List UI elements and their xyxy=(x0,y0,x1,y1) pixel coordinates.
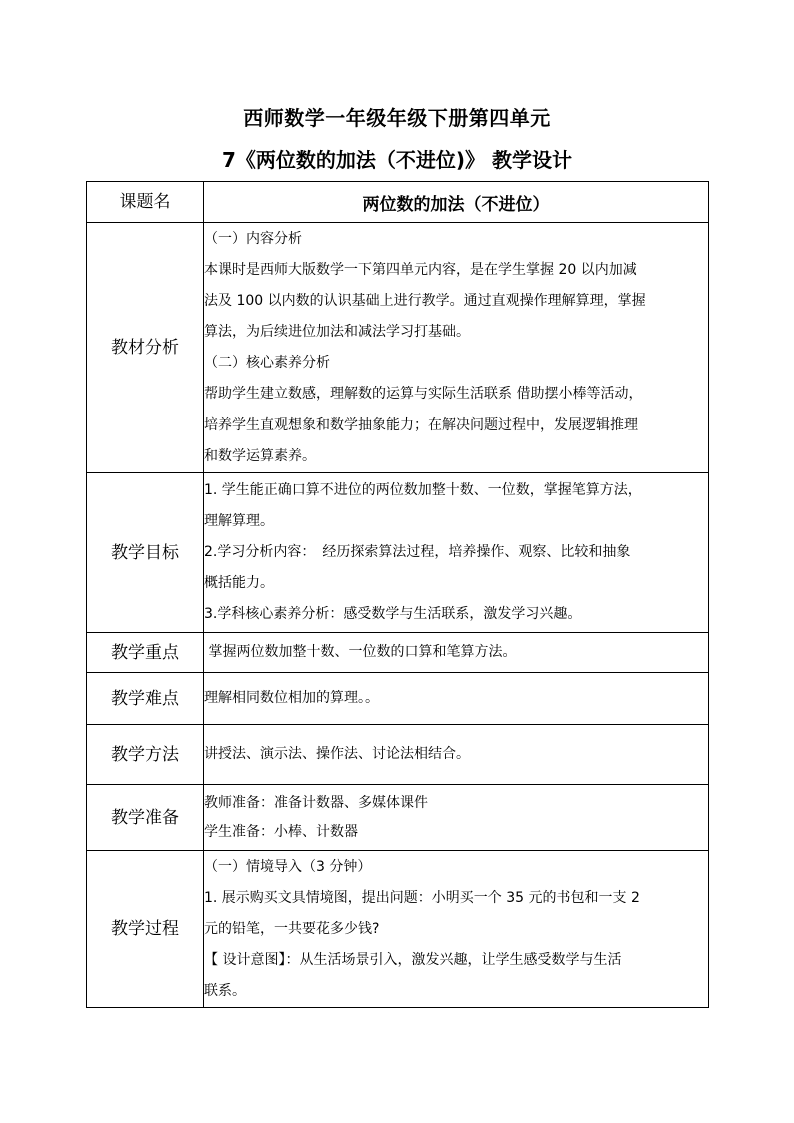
header-label: 课题名 xyxy=(87,182,204,223)
table-row-header xyxy=(87,182,709,223)
content-line: 本课时是西师大版数学一下第四单元内容，是在学生掌握 20 以内加减 xyxy=(204,261,637,278)
document-subtitle: 7《两位数的加法（不进位)》 教学设计 xyxy=(221,148,573,172)
row-content-key-points xyxy=(204,633,709,673)
row-content-material-analysis xyxy=(204,223,709,473)
content-line: 学生准备：小棒、计数器 xyxy=(204,823,358,840)
content-line: 1. 学生能正确口算不进位的两位数加整十数、一位数，掌握笔算方法， xyxy=(204,482,642,498)
row-label-teaching-goals: 教学目标 xyxy=(87,473,204,633)
content-line: 教师准备：准备计数器、多媒体课件 xyxy=(204,794,428,811)
content-line: 讲授法、演示法、操作法、讨论法相结合。 xyxy=(204,746,470,762)
content-line: 元的铅笔，一共要花多少钱? xyxy=(204,920,380,937)
table-row-key-points xyxy=(87,633,709,673)
content-line: （一）情境导入（3 分钟） xyxy=(204,858,372,875)
table-row-preparation xyxy=(87,785,709,851)
content-line: 理解相同数位相加的算理。。 xyxy=(204,690,379,706)
row-content-teaching-goals xyxy=(204,473,709,633)
content-line: 和数学运算素养。 xyxy=(204,447,316,464)
content-line: 理解算理。 xyxy=(204,513,274,529)
content-line: 帮助学生建立数感，理解数的运算与实际生活联系 借助摆小棒等活动， xyxy=(204,385,643,402)
content-line: 法及 100 以内数的认识基础上进行教学。通过直观操作理解算理，掌握 xyxy=(204,292,646,309)
table-row-teaching-process xyxy=(87,851,709,1008)
content-line: 3.学科核心素养分析：感受数学与生活联系，激发学习兴趣。 xyxy=(204,606,582,622)
content-line: 【 设计意图】：从生活场景引入，激发兴趣，让学生感受数学与生活 xyxy=(204,951,622,968)
document-title: 西师数学一年级年级下册第四单元 xyxy=(243,106,551,130)
row-label-difficulties: 教学难点 xyxy=(87,673,204,725)
content-line: 2.学习分析内容： 经历探索算法过程，培养操作、观察、比较和抽象 xyxy=(204,544,631,560)
header-value: 两位数的加法（不进位） xyxy=(204,182,709,223)
row-content-preparation xyxy=(204,785,709,851)
content-line: 概括能力。 xyxy=(204,575,274,591)
content-line: 掌握两位数加整十数、一位数的口算和笔算方法。 xyxy=(204,644,517,660)
row-label-preparation: 教学准备 xyxy=(87,785,204,851)
row-label-methods: 教学方法 xyxy=(87,725,204,785)
table-row-material-analysis xyxy=(87,223,709,473)
content-line: （一）内容分析 xyxy=(204,230,302,247)
row-label-teaching-process: 教学过程 xyxy=(87,851,204,1008)
table-row-difficulties xyxy=(87,673,709,725)
table-row-methods xyxy=(87,725,709,785)
content-line: 1. 展示购买文具情境图，提出问题：小明买一个 35 元的书包和一支 2 xyxy=(204,889,640,906)
row-content-teaching-process xyxy=(204,851,709,1008)
row-label-key-points: 教学重点 xyxy=(87,633,204,673)
content-line: （二）核心素养分析 xyxy=(204,354,330,371)
content-line: 培养学生直观想象和数学抽象能力；在解决问题过程中，发展逻辑推理 xyxy=(204,416,638,433)
row-content-difficulties xyxy=(204,673,709,725)
content-line: 算法，为后续进位加法和减法学习打基础。 xyxy=(204,323,470,340)
row-content-methods xyxy=(204,725,709,785)
row-label-material-analysis: 教材分析 xyxy=(87,223,204,473)
lesson-plan-table xyxy=(86,181,709,1008)
table-row-teaching-goals xyxy=(87,473,709,633)
content-line: 联系。 xyxy=(204,982,246,999)
